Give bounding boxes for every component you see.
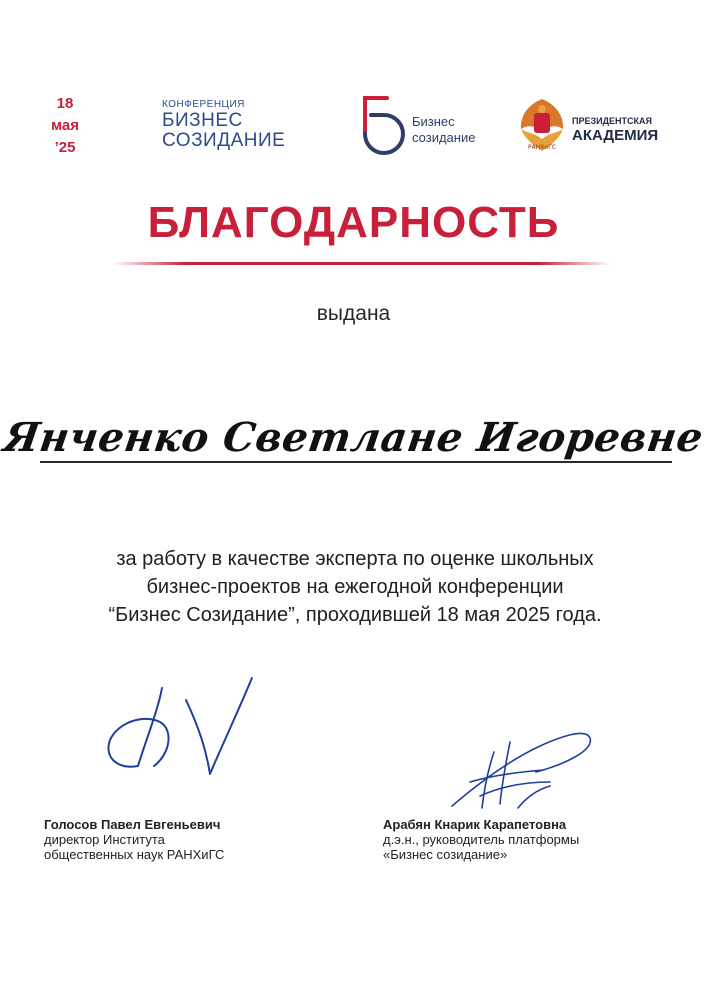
platform-line1: Бизнес xyxy=(412,114,455,129)
body-line1: за работу в качестве эксперта по оценке школьных xyxy=(116,548,594,570)
academy-line1: ПРЕЗИДЕНТСКАЯ xyxy=(572,116,652,126)
platform-b-logo-icon xyxy=(357,94,407,158)
signature-2 xyxy=(440,712,600,817)
signer-1 xyxy=(44,817,224,862)
conference-name-line1: БИЗНЕС xyxy=(162,110,243,131)
signer-1-name: Голосов Павел Евгеньевич xyxy=(44,817,221,832)
signature-1 xyxy=(96,670,266,790)
emblem-text: РАНХиГС xyxy=(527,144,557,151)
issued-label: выдана xyxy=(316,302,391,325)
certificate-body xyxy=(40,545,670,629)
academy-emblem-icon xyxy=(517,95,567,157)
date-day: 18 xyxy=(56,95,74,112)
signer-1-role-line1: директор Института xyxy=(44,832,165,847)
signer-2 xyxy=(383,817,579,862)
title-underline xyxy=(112,262,612,265)
academy-logo-text xyxy=(572,116,658,144)
certificate-title: БЛАГОДАРНОСТЬ xyxy=(147,198,560,247)
platform-line2: созидание xyxy=(412,130,476,145)
platform-logo-text xyxy=(412,114,475,146)
signer-2-role-line1: д.э.н., руководитель платформы xyxy=(383,832,580,847)
date-month: мая xyxy=(51,117,79,134)
academy-line2: АКАДЕМИЯ xyxy=(572,127,659,144)
signer-1-role-line2: общественных наук РАНХиГС xyxy=(44,847,225,862)
body-line3: “Бизнес Созидание”, проходившей 18 мая 2025 года. xyxy=(108,604,602,626)
conference-name-line2: СОЗИДАНИЕ xyxy=(162,130,286,151)
date-year: ’25 xyxy=(54,139,76,156)
conference-logo xyxy=(162,99,285,151)
body-line2: бизнес-проектов на ежегодной конференции xyxy=(146,576,564,598)
event-date xyxy=(44,93,86,159)
conference-label: КОНФЕРЕНЦИЯ xyxy=(162,99,245,110)
recipient-name: Янченко Светлане Игоревне xyxy=(0,414,707,461)
recipient-underline xyxy=(40,461,672,463)
signer-2-role-line2: «Бизнес созидание» xyxy=(383,847,508,862)
signer-2-name: Арабян Кнарик Карапетовна xyxy=(383,817,567,832)
